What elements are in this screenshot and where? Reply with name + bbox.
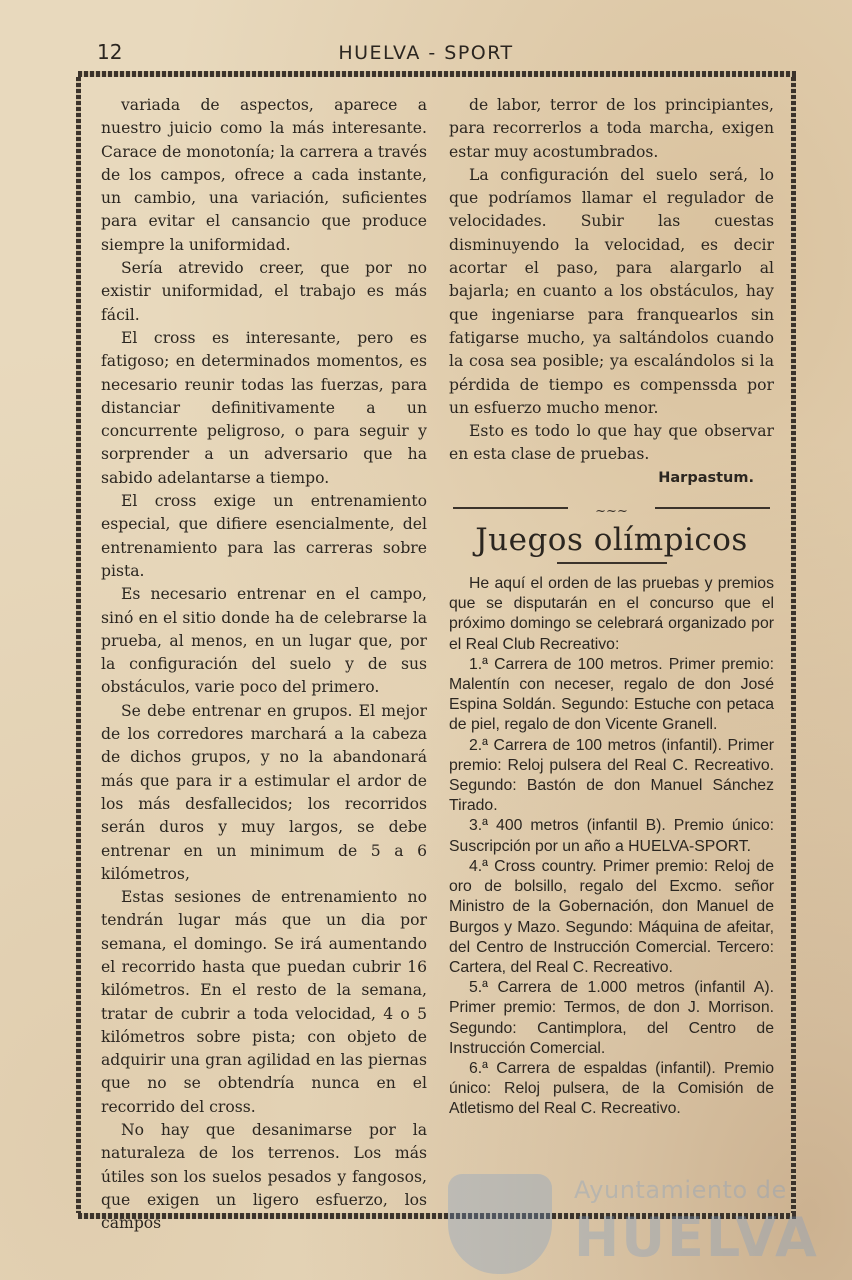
paragraph: Es necesario entrenar en el campo, sinó en el sitio donde ha de celebrarse la prueba, al menos, en un lugar que, por la configuración del suelo y de sus obstáculos, varie poco del primero. (101, 585, 427, 697)
frame-border-right (791, 77, 796, 1213)
paragraph: de labor, terror de los principiantes, para recorrerlos a toda marcha, exigen estar muy acostumbrados. (449, 96, 774, 161)
paragraph: La configuración del suelo será, lo que podríamos llamar el regulador de velocidades. Subir las cuestas disminuyendo la velocidad, es decir acortar el paso, para alargarlo al bajarla; en cuanto a los obstáculos, hay que ingeniarse para franquearlos sin fatigarse mucho, ya saltándolos cuando la cosa sea posible; ya escalándolos si la pérdida de tiempo es compenssda por un esfuerzo mucho menor. (449, 165, 774, 417)
crest-icon (448, 1174, 552, 1274)
prize-item: 1.ª Carrera de 100 metros. Primer premio: Malentín con neceser, regalo de don José Espina Soldán. Segundo: Estuche con petaca de piel, regalo de don Vicente Granell. (449, 655, 774, 734)
right-column (449, 94, 774, 1120)
watermark-line2: HUELVA (574, 1206, 819, 1269)
frame-border-left (76, 77, 81, 1213)
paragraph: El cross es interesante, pero es fatigoso; en determinados momentos, es necesario reunir todas las fuerzas, para distanciar definitivamente a un concurrente peligroso, o para seguir y sorprender a un adversario que ha sabido adelantarse a tiempo. (101, 328, 427, 487)
prize-item: 4.ª Cross country. Primer premio: Reloj de oro de bolsillo, regalo del Excmo. señor Ministro de la Gobernación, don Manuel de Burgos y Mazo. Segundo: Máquina de afeitar, del Centro de Instrucción Comercial. Tercero: Cartera, del Real C. Recreativo. (449, 857, 774, 976)
paragraph: Estas sesiones de entrenamiento no tendrán lugar más que un dia por semana, el domingo. Se irá aumentando el recorrido hasta que puedan cubrir 16 kilómetros. En el resto de la semana, tratar de cubrir a toda velocidad, 4 o 5 kilómetros sobre pista; con objeto de adquirir una gran agilidad en las piernas que no se obtendría nunca en el recorrido del cross. (101, 888, 427, 1116)
prize-item: 6.ª Carrera de espaldas (infantil). Premio único: Reloj pulsera, de la Comisión de Atletismo del Real C. Recreativo. (449, 1059, 774, 1118)
ornament-divider: ~~~ (449, 500, 774, 514)
page-number: 12 (97, 40, 123, 64)
author-signature: Harpastum. (658, 469, 754, 486)
article-headline: Juegos olímpicos (475, 522, 748, 559)
paragraph: Se debe entrenar en grupos. El mejor de los corredores marchará a la cabeza de dichos grupos, y no la abandonará más que para ir a estimular el ardor de los más desfallecidos; los recorridos serán duros y muy largos, se debe entrenar en un minimum de 5 a 6 kilómetros, (101, 701, 427, 883)
frame-border-top (78, 71, 796, 77)
paragraph: Esto es todo lo que hay que observar en esta clase de pruebas. (449, 422, 774, 464)
archive-watermark (448, 1168, 819, 1278)
headline-rule (557, 562, 667, 564)
paragraph: variada de aspectos, aparece a nuestro juicio como la más interesante. Carace de monotonía; la carrera a través de los campos, ofrece a cada instante, un cambio, una variación, suficientes para evitar el cansancio que produce siempre la uniformidad. (101, 96, 427, 254)
paragraph: El cross exige un entrenamiento especial, que difiere esencialmente, del entrenamiento para las carreras sobre pista. (101, 492, 427, 580)
paragraph: Sería atrevido creer, que por no existir uniformidad, el trabajo es más fácil. (101, 259, 427, 324)
paragraph: No hay que desanimarse por la naturaleza de los terrenos. Los más útiles son los suelos pesados y fangosos, que exigen un ligero esfuerzo, los campos (101, 1121, 427, 1233)
watermark-line1: Ayuntamiento de (574, 1176, 787, 1204)
prize-item: 5.ª Carrera de 1.000 metros (infantil A). Primer premio: Termos, de don J. Morrison. Segundo: Cantimplora, del Centro de Instrucción Comercial. (449, 979, 774, 1057)
prize-item: 3.ª 400 metros (infantil B). Premio único: Suscripción por un año a HUELVA-SPORT. (449, 817, 774, 855)
running-head: HUELVA - SPORT (338, 42, 514, 64)
prize-item: 2.ª Carrera de 100 metros (infantil). Primer premio: Reloj pulsera del Real C. Recreativo. Segundo: Bastón de don Manuel Sánchez Tirado. (449, 736, 774, 815)
left-column (101, 94, 427, 1236)
prize-list (449, 574, 774, 1119)
prize-intro: He aquí el orden de las pruebas y premios que se disputarán en el concurso que el próximo domingo se celebrará organizado por el Real Club Recreativo: (449, 575, 774, 653)
